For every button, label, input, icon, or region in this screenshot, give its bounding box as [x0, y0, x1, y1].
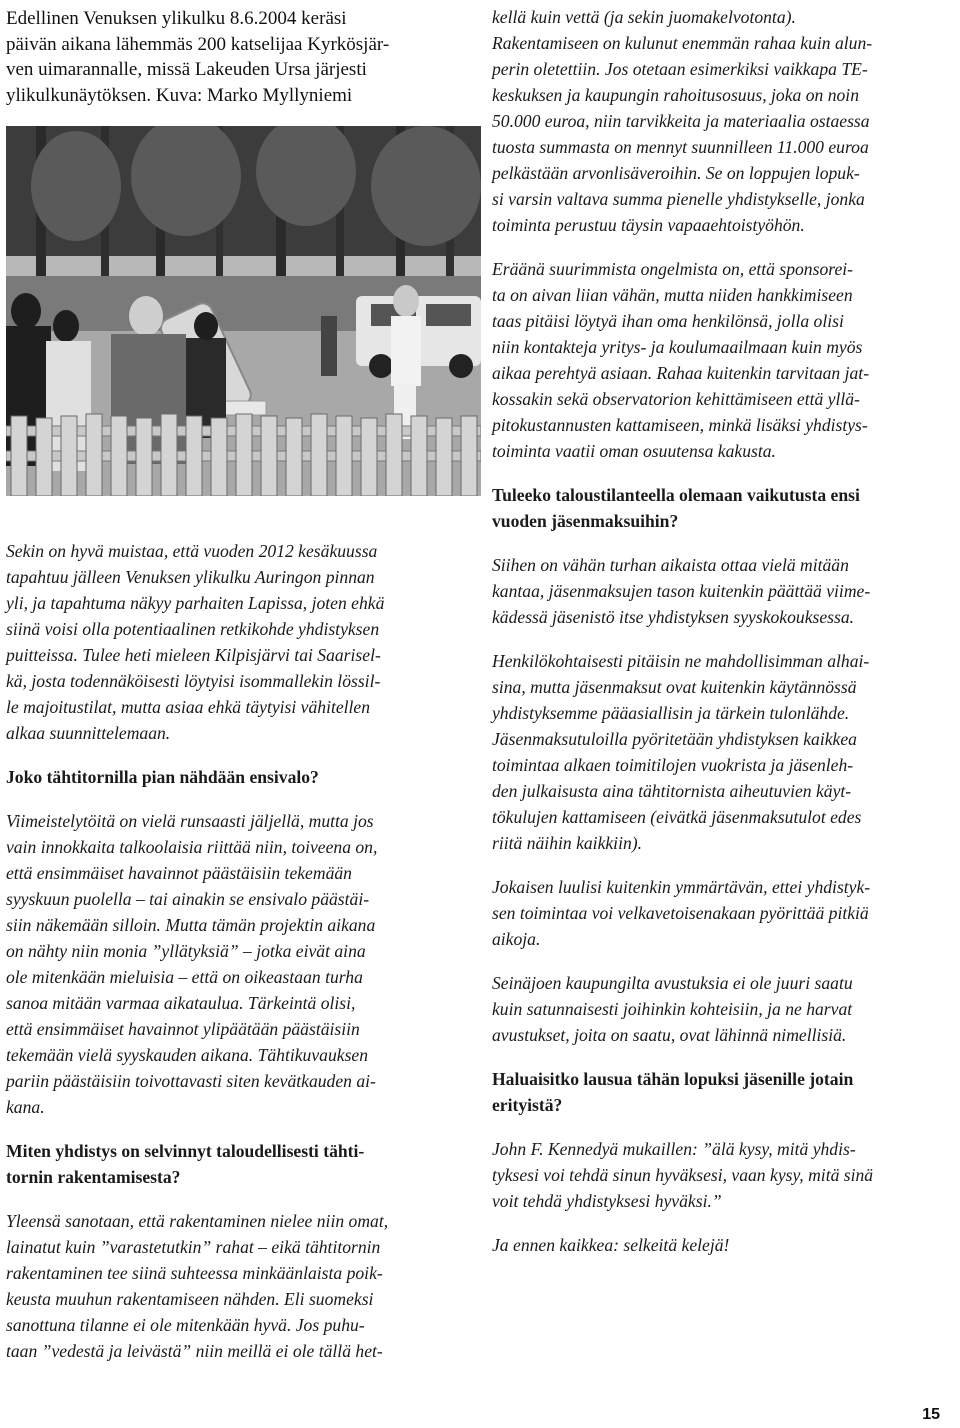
- text-line: John F. Kennedyä mukaillen: ”älä kysy, mitä yhdis-: [492, 1139, 856, 1159]
- text-line: Ja ennen kaikkea: selkeitä kelejä!: [492, 1235, 730, 1255]
- text-line: Sekin on hyvä muistaa, että vuoden 2012 kesäkuussa: [6, 541, 378, 561]
- text-line: Viimeistelytöitä on vielä runsaasti jäljellä, mutta jos: [6, 811, 374, 831]
- question-heading: [6, 764, 476, 790]
- text-line: taan ”vedestä ja leivästä” niin meillä ei ole tällä het-: [6, 1341, 383, 1361]
- text-line: kossakin sekä observatorion kehittämiseen että yllä-: [492, 389, 860, 409]
- text-line: toiminta perustuu täysin vapaaehtoistyöhön.: [492, 215, 805, 235]
- text-line: Eräänä suurimmista ongelmista on, että sponsorei-: [492, 259, 853, 279]
- text-line: toiminta vaatii oman osuutensa kakusta.: [492, 441, 776, 461]
- text-line: kädessä jäsenistö itse yhdistyksen syyskokouksessa.: [492, 607, 855, 627]
- paragraph: [492, 874, 958, 952]
- text-line: avustukset, joita on saatu, ovat lähinnä nimellisiä.: [492, 1025, 847, 1045]
- text-line: pitokustannusten kattamiseen, minkä lisäksi yhdistys-: [492, 415, 868, 435]
- text-line: pariin päästäisiin toivottavasti siten kevätkauden ai-: [6, 1071, 376, 1091]
- paragraph: [6, 538, 476, 746]
- question-heading: [6, 1138, 476, 1190]
- text-line: le majoitustilat, mutta asiaa ehkä täytyisi vähitellen: [6, 697, 371, 717]
- caption-line: päivän aikana lähemmäs 200 katselijaa Kyrkösjär-: [6, 33, 390, 55]
- paragraph: [492, 4, 958, 238]
- text-line: rakentaminen tee siinä suhteessa minkäänlaista poik-: [6, 1263, 383, 1283]
- text-line: Seinäjoen kaupungilta avustuksia ei ole juuri saatu: [492, 973, 853, 993]
- paragraph: [492, 1232, 958, 1258]
- text-line: lainatut kuin ”varastetutkin” rahat – eikä tähtitornin: [6, 1237, 381, 1257]
- text-line: kantaa, jäsenmaksujen tason kuitenkin päättää viime-: [492, 581, 871, 601]
- text-line: on nähty niin monia ”yllätyksiä” – jotka eivät aina: [6, 941, 366, 961]
- text-line: riitä näihin kaikkiin).: [492, 833, 643, 853]
- text-line: keusta muuhun rakentamiseen nähden. Eli suomeksi: [6, 1289, 374, 1309]
- paragraph: [6, 808, 476, 1120]
- caption-line: ven uimarannalle, missä Lakeuden Ursa järjesti: [6, 59, 367, 80]
- text-line: si varsin valtava summa pienelle yhdistykselle, jonka: [492, 189, 865, 209]
- right-column: [492, 4, 958, 1276]
- paragraph: [492, 552, 958, 630]
- text-line: tekemään vielä syyskauden aikana. Tähtikuvauksen: [6, 1045, 369, 1065]
- heading-line: vuoden jäsenmaksuihin?: [492, 511, 679, 531]
- text-line: aikoja.: [492, 929, 541, 949]
- text-line: kuin satunnaisesti joihinkin kohteisiin, ja ne harvat: [492, 999, 853, 1019]
- text-line: syyskuun puolella – tai ainakin se ensivalo päästäi-: [6, 889, 370, 909]
- heading-line: erityistä?: [492, 1095, 563, 1115]
- text-line: voit tehdä yhdistyksesi hyväksi.”: [492, 1191, 722, 1211]
- text-line: tuosta summasta on mennyt suunnilleen 11.000 euroa: [492, 137, 869, 157]
- text-line: Yleensä sanotaan, että rakentaminen nielee niin omat,: [6, 1211, 389, 1231]
- text-line: siinä voisi olla potentiaalinen retkikohde yhdistyksen: [6, 619, 380, 639]
- text-line: sanoa mitään varmaa aikataulua. Tärkeintä olisi,: [6, 993, 356, 1013]
- heading-line: Miten yhdistys on selvinnyt taloudellisesti tähti-: [6, 1141, 365, 1161]
- text-line: tapahtuu jälleen Venuksen ylikulku Auringon pinnan: [6, 567, 375, 587]
- heading-line: Joko tähtitornilla pian nähdään ensivalo?: [6, 767, 319, 787]
- text-line: ole mitenkään mieluisia – että on oikeastaan turha: [6, 967, 363, 987]
- text-line: yhdistyksemme pääasiallisin ja tärkein tulonlähde.: [492, 703, 850, 723]
- text-line: Rakentamiseen on kulunut enemmän rahaa kuin alun-: [492, 33, 873, 53]
- photo-caption: [6, 6, 476, 108]
- page-number: 15: [922, 1406, 940, 1423]
- text-line: Henkilökohtaisesti pitäisin ne mahdollisimman alhai-: [492, 651, 870, 671]
- event-photo: [6, 126, 481, 496]
- text-line: kä, josta todennäköisesti löytyisi isommallekin lössil-: [6, 671, 381, 691]
- text-line: kellä kuin vettä (ja sekin juomakelvotonta).: [492, 7, 796, 27]
- paragraph: [492, 1136, 958, 1214]
- text-line: alkaa suunnittelemaan.: [6, 723, 171, 743]
- text-line: pelkästään arvonlisäveroihin. Se on loppujen lopuk-: [492, 163, 860, 183]
- text-line: että ensimmäiset havainnot päästäisiin tekemään: [6, 863, 352, 883]
- caption-line: ylikulkunäytöksen. Kuva: Marko Myllyniemi: [6, 84, 353, 106]
- text-line: Siihen on vähän turhan aikaista ottaa vielä mitään: [492, 555, 849, 575]
- text-line: taas pitäisi löytyä ihan oma henkilönsä, jolla olisi: [492, 311, 844, 331]
- heading-line: tornin rakentamisesta?: [6, 1167, 181, 1187]
- paragraph: [6, 1208, 476, 1364]
- question-heading: [492, 482, 958, 534]
- text-line: den julkaisusta aina tähtitornista aiheutuvien käyt-: [492, 781, 852, 801]
- text-line: puitteissa. Tulee heti mieleen Kilpisjärvi tai Saarisel-: [6, 645, 381, 665]
- caption-line: Edellinen Venuksen ylikulku 8.6.2004 keräsi: [6, 8, 347, 29]
- left-column: [6, 538, 476, 1382]
- question-heading: [492, 1066, 958, 1118]
- text-line: tökulujen kattamiseen (eivätkä jäsenmaksutulot edes: [492, 807, 862, 827]
- text-line: niin kontakteja yritys- ja koulumaailmaan kuin myös: [492, 337, 863, 357]
- paragraph: [492, 970, 958, 1048]
- text-line: tyksesi voi tehdä sinun hyväksesi, vaan kysy, mitä sinä: [492, 1165, 874, 1185]
- text-line: sen toimintaa voi velkavetoisenakaan pyörittää pitkiä: [492, 903, 869, 923]
- paragraph: [492, 648, 958, 856]
- text-line: Jokaisen luulisi kuitenkin ymmärtävän, ettei yhdistyk-: [492, 877, 871, 897]
- text-line: ta on aivan liian vähän, mutta niiden hankkimiseen: [492, 285, 853, 305]
- text-line: sanottuna tilanne ei ole mitenkään hyvä. Jos puhu-: [6, 1315, 365, 1335]
- heading-line: Tuleeko taloustilanteella olemaan vaikutusta ensi: [492, 485, 860, 505]
- text-line: siin näkemään silloin. Mutta tämän projektin aikana: [6, 915, 376, 935]
- text-line: vain innokkaita talkoolaisia riittää niin, toiveena on,: [6, 837, 378, 857]
- text-line: toimintaa alkaen toimitilojen vuokrista ja jäsenleh-: [492, 755, 854, 775]
- text-line: sina, mutta jäsenmaksut ovat kuitenkin käytännössä: [492, 677, 857, 697]
- text-line: aikaa perehtyä asiaan. Rahaa kuitenkin tarvitaan jat-: [492, 363, 870, 383]
- text-line: että ensimmäiset havainnot ylipäätään päästäisiin: [6, 1019, 360, 1039]
- text-line: 50.000 euroa, niin tarvikkeita ja materiaalia ostaessa: [492, 111, 870, 131]
- text-line: Jäsenmaksutuloilla pyöritetään yhdistyksen kaikkea: [492, 729, 857, 749]
- text-line: keskuksen ja kaupungin rahoitusosuus, joka on noin: [492, 85, 859, 105]
- heading-line: Haluaisitko lausua tähän lopuksi jäsenille jotain: [492, 1069, 854, 1089]
- text-line: kana.: [6, 1097, 45, 1117]
- text-line: perin oletettiin. Jos otetaan esimerkiksi vaikkapa TE-: [492, 59, 868, 79]
- text-line: yli, ja tapahtuma näkyy parhaiten Lapissa, joten ehkä: [6, 593, 385, 613]
- paragraph: [492, 256, 958, 464]
